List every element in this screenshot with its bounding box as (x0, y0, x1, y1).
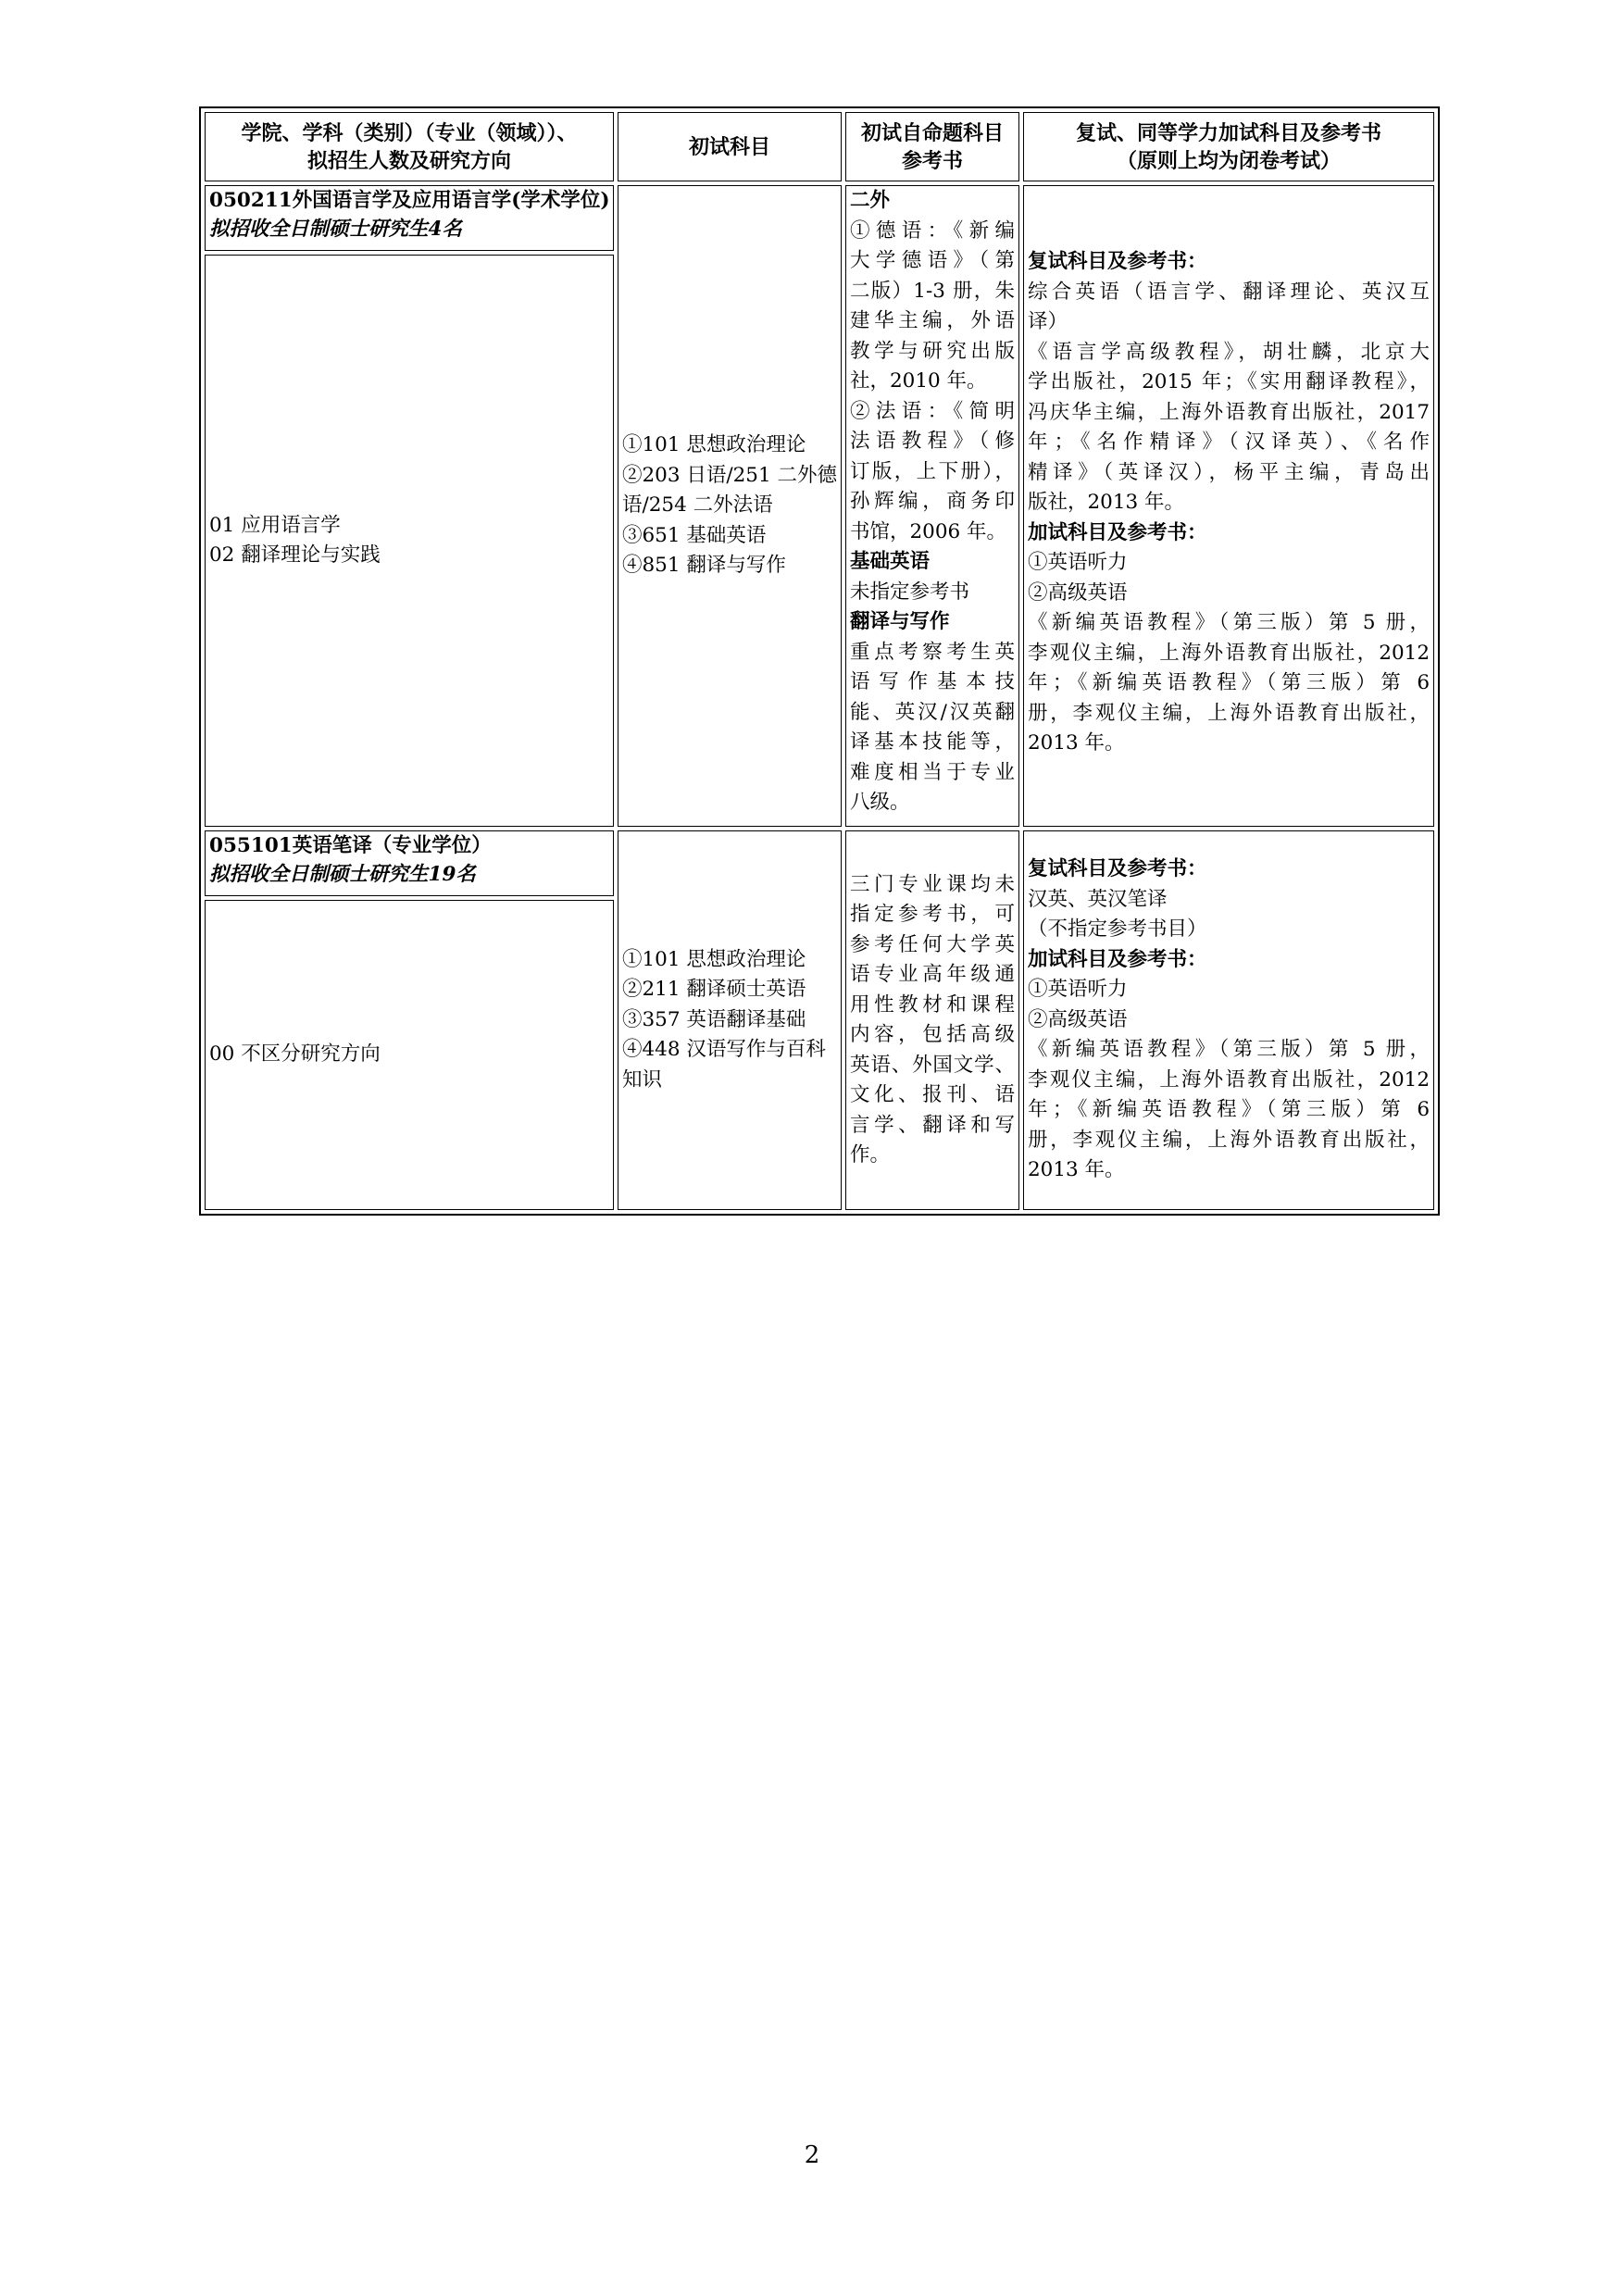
program1-ref-line: 法语教程》（修 (850, 430, 1015, 453)
program2-subject: 知识 (622, 1067, 663, 1092)
program2-code-title: 055101英语笔译（专业学位） (209, 834, 492, 857)
header-program-cell (205, 112, 614, 181)
program2-retest-line: 汉英、英汉笔译 (1028, 887, 1168, 911)
program2-ref-line: 文化、报刊、语 (850, 1083, 1015, 1106)
program1-ref-line: 大学德语》（第 (850, 249, 1015, 272)
program1-ref-line: 孙辉编，商务印 (850, 490, 1015, 513)
program1-ref-line: 重点考察考生英 (850, 640, 1015, 664)
program1-retest-line: 册，李观仪主编，上海外语教育出版社， (1028, 701, 1430, 725)
program1-subject: ④851 翻译与写作 (622, 554, 786, 578)
header-retest-line1: 复试、同等学力加试科目及参考书 (1075, 120, 1381, 145)
program2-ref-line: 内容，包括高级 (850, 1023, 1015, 1046)
program2-ref-line: 参考任何大学英 (850, 932, 1015, 956)
program1-retest-line: 2013 年。 (1028, 731, 1125, 755)
program1-retest-line: 冯庆华主编，上海外语教育出版社，2017 (1028, 400, 1430, 424)
program2-ref-line: 用性教材和课程 (850, 992, 1015, 1017)
header-references-line2: 参考书 (901, 148, 963, 173)
program1-references-cell (845, 185, 1019, 827)
admissions-table (199, 106, 1440, 1216)
program1-retest-line: 李观仪主编，上海外语教育出版社，2012 (1028, 641, 1430, 665)
program2-retest-line: 2013 年。 (1028, 1158, 1125, 1182)
program2-retest-cell (1023, 830, 1434, 1210)
program1-ref-line: ②法语：《简明 (850, 399, 1015, 423)
header-subjects: 初试科目 (688, 134, 770, 159)
program1-retest-line: 加试科目及参考书： (1028, 520, 1207, 544)
program1-ref-line: 翻译与写作 (850, 610, 950, 633)
program1-ref-line: 基础英语 (850, 550, 931, 573)
program2-retest-line: 加试科目及参考书： (1028, 947, 1207, 971)
program2-retest-line: 李观仪主编，上海外语教育出版社，2012 (1028, 1067, 1430, 1092)
program1-ref-line: 教学与研究出版 (850, 339, 1015, 363)
program1-retest-line: 精译》（英译汉），杨平主编，青岛出 (1028, 460, 1430, 484)
header-references-cell (845, 112, 1019, 181)
program1-retest-line: 学出版社，2015 年；《实用翻译教程》， (1028, 370, 1430, 393)
page-number: 2 (804, 2141, 820, 2169)
program1-retest-cell (1023, 185, 1434, 827)
program1-code-title: 050211外国语言学及应用语言学(学术学位) (209, 189, 610, 212)
program1-ref-line: 订版，上下册）， (850, 459, 1015, 483)
program2-retest-line: 《新编英语教程》（第三版）第 5 册， (1028, 1038, 1430, 1062)
program1-ref-line: 难度相当于专业 (850, 760, 1015, 784)
program1-subject: 语/254 二外法语 (622, 493, 773, 518)
program1-retest-line: 译） (1028, 310, 1068, 333)
program2-ref-line: 指定参考书，可 (850, 903, 1015, 926)
program1-subject: ①101 思想政治理论 (622, 433, 806, 457)
program1-retest-line: ①英语听力 (1028, 551, 1128, 574)
program2-directions-cell (205, 900, 614, 1210)
program1-ref-line: 译基本技能等， (850, 730, 1015, 754)
program2-subject: ④448 汉语写作与百科 (622, 1038, 826, 1062)
program2-subject: ③357 英语翻译基础 (622, 1007, 806, 1031)
program2-quota: 拟招收全日制硕士研究生19名 (209, 863, 476, 886)
header-program-line2: 拟招生人数及研究方向 (306, 148, 511, 173)
program1-ref-line: ①德语：《新编 (850, 218, 1015, 243)
header-program-line1: 学院、学科（类别）（专业（领域））、 (241, 120, 578, 145)
header-retest-line2: （原则上均为闭卷考试） (1116, 148, 1341, 173)
program1-retest-line: 复试科目及参考书： (1028, 250, 1207, 273)
header-retest-cell (1023, 112, 1434, 181)
header-references-line1: 初试自命题科目 (860, 120, 1004, 145)
program1-directions-cell (205, 255, 614, 827)
program1-subject: ②203 日语/251 二外德 (622, 463, 837, 487)
program1-title-cell (205, 185, 614, 251)
program2-retest-line: （不指定参考书目） (1028, 917, 1207, 942)
program2-retest-line: ①英语听力 (1028, 978, 1128, 1002)
program1-retest-line: 《新编英语教程》（第三版）第 5 册， (1028, 611, 1430, 634)
program2-ref-line: 三门专业课均未 (850, 872, 1015, 896)
program1-ref-line: 二外 (850, 189, 891, 212)
program2-ref-line: 作。 (850, 1143, 891, 1167)
program2-ref-line: 英语、外国文学、 (850, 1053, 1015, 1077)
program1-ref-line: 未指定参考书 (850, 580, 970, 604)
program1-ref-line: 社，2010 年。 (850, 369, 987, 393)
program2-direction: 00 不区分研究方向 (209, 1042, 381, 1067)
program1-retest-line: 《语言学高级教程》，胡壮麟，北京大 (1028, 340, 1430, 364)
program1-direction: 01 应用语言学 (209, 513, 341, 537)
program1-direction: 02 翻译理论与实践 (209, 543, 381, 567)
program1-ref-line: 书馆，2006 年。 (850, 519, 1007, 543)
header-subjects-cell (618, 112, 842, 181)
program1-ref-line: 八级。 (850, 791, 910, 814)
program2-ref-line: 语专业高年级通 (850, 963, 1015, 986)
program1-ref-line: 语写作基本技 (850, 670, 1015, 693)
program1-subject: ③651 基础英语 (622, 523, 767, 547)
program1-subjects-cell (618, 185, 842, 827)
program1-retest-line: 年；《新编英语教程》（第三版）第 6 (1028, 671, 1430, 694)
program1-retest-line: 版社，2013 年。 (1028, 491, 1185, 514)
program2-retest-line: ②高级英语 (1028, 1007, 1128, 1031)
program1-retest-line: 年；《名作精译》（汉译英）、《名作 (1028, 430, 1430, 454)
program1-retest-line: ②高级英语 (1028, 580, 1128, 605)
program2-retest-line: 复试科目及参考书： (1028, 857, 1207, 881)
program1-ref-line: 二版）1-3 册，朱 (850, 279, 1015, 303)
program1-retest-line: 综合英语（语言学、翻译理论、英汉互 (1028, 280, 1430, 304)
program2-references-cell (845, 830, 1019, 1210)
program2-subjects-cell (618, 830, 842, 1210)
program1-ref-line: 能、英汉/汉英翻 (850, 700, 1015, 724)
program1-quota: 拟招收全日制硕士研究生4名 (209, 218, 462, 241)
program2-retest-line: 册，李观仪主编，上海外语教育出版社， (1028, 1128, 1430, 1152)
program1-ref-line: 建华主编，外语 (850, 309, 1015, 332)
program2-subject: ①101 思想政治理论 (622, 947, 806, 971)
program2-retest-line: 年；《新编英语教程》（第三版）第 6 (1028, 1098, 1430, 1122)
program2-subject: ②211 翻译硕士英语 (622, 978, 806, 1002)
program2-ref-line: 言学、翻译和写 (850, 1113, 1015, 1137)
program2-title-cell (205, 830, 614, 896)
